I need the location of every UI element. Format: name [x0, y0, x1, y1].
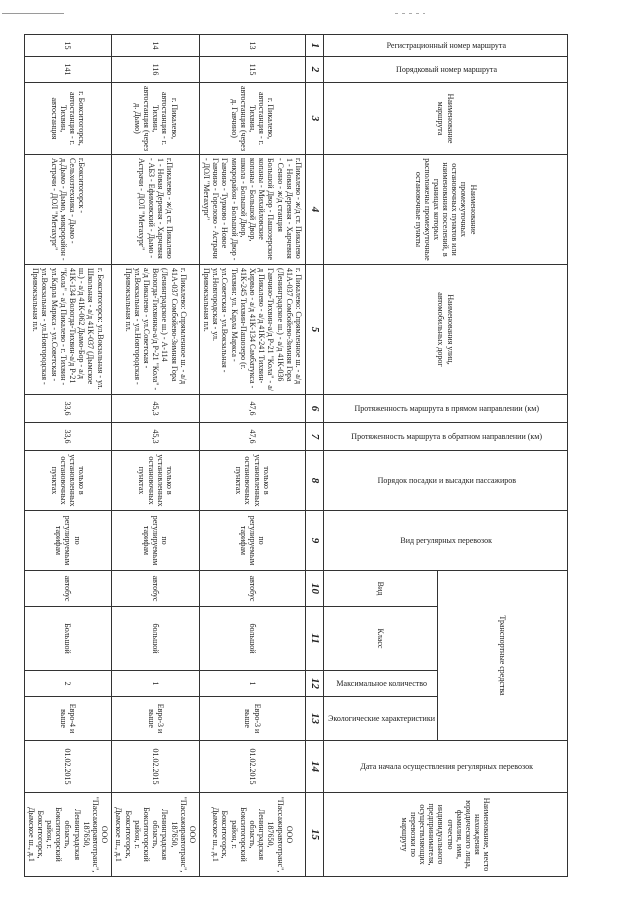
reg-number-cell: 14 [112, 35, 200, 57]
scan-artifact-line [2, 13, 64, 14]
vehicle-type-cell: автобус [199, 571, 305, 607]
header-route-name: Наименование маршрута [323, 83, 567, 155]
reg-number-cell: 15 [24, 35, 112, 57]
column-number: 15 [305, 793, 323, 877]
column-number: 12 [305, 671, 323, 697]
transport-kind-cell: по регулируемым тарифам [112, 511, 200, 571]
header-transport-kind: Вид регулярных перевозок [323, 511, 567, 571]
vehicle-eco-cell: Евро-3 и выше [199, 697, 305, 741]
route-registry-table [24, 34, 568, 877]
length-backward-cell: 45,3 [112, 423, 200, 451]
length-backward-cell: 33,6 [24, 423, 112, 451]
vehicle-class-cell: большой [112, 607, 200, 671]
header-vehicle-type: Вид [323, 571, 437, 607]
roads-cell: г. Пикалево: Спрямленное ш. - а/д 41А-037 Сомбойево-Зимняя Гора (Ленинградское ш.) - А-114 Вологда-Тихвинка-а/д Р-21 "Кола" - а/д Пикалево - ул.Советская - ул.Вокзальная - ул.Новгородская - Привокзальная пл. [112, 265, 200, 395]
vehicle-type-cell: автобус [112, 571, 200, 607]
column-number: 4 [305, 155, 323, 265]
column-number: 11 [305, 607, 323, 671]
vehicle-type-cell: автобус [24, 571, 112, 607]
start-date-cell: 01.02.2015 [24, 741, 112, 793]
stops-cell: г.Пикалево - ж/д ст. Пикалево 1 - Новая Деревня - Харчевня - АБЗ - Ефимовский - Дымо - Астрачи - ДОЛ "Метахург" [112, 155, 200, 265]
stops-cell: г.Пикалево - ж/д ст. Пикалево 1 - Новая Деревня - Харчевня - Сенно - ж/д станция Большой Двор - Пашозерские копаны - Михайловские копаны - Большой Двор, школа - Большой Двор, микрорайон - Большой Двор - Гавчино - Турково - Новое Гавчино - Горелово - Астрачи - ДОЛ "Метахург" [199, 155, 305, 265]
length-forward-cell: 47,6 [199, 395, 305, 423]
column-number: 14 [305, 741, 323, 793]
header-boarding-order: Порядок посадки и высадки пассажиров [323, 451, 567, 511]
table-row [112, 35, 200, 877]
header-order-number: Порядковый номер маршрута [323, 57, 567, 83]
column-number: 2 [305, 57, 323, 83]
route-name-cell: г. Пикалево, автостанция - г. Тихвин, автостанция (через д. Гавчино) [199, 83, 305, 155]
start-date-cell: 01.02.2015 [199, 741, 305, 793]
column-number: 6 [305, 395, 323, 423]
column-number: 13 [305, 697, 323, 741]
boarding-order-cell: только в установленных остановочных пунктах [199, 451, 305, 511]
vehicle-class-cell: большой [199, 607, 305, 671]
roads-cell: г. Пикалево: Спрямленное ш. - а/д 41А-037 Сомбойево-Зимняя Гора (Ленинградское ш.) - а/д 41К-036 Гавчино-Тихвин-а/д Р-21 "Кола" - а/д Пикалево - а/д 41К-241 Тихвин-Хирвью - а/д 41К-134 Самбатукса - 41К-245 Тихвин-Пашозеро (г. Тихвин: ул. Карла Маркса - ул.Советская - ул.Вокзальная - ул.Новгородская - ул. Привокзальная пл. [199, 265, 305, 395]
carrier-cell: ООО "Пассажиравтотранс", 187650, Ленинградская область, Бокситогорский район, г. Бокситогорск, Дымское ш., д.1 [112, 793, 200, 877]
column-number-row [305, 35, 323, 877]
header-vehicle-max: Максимальное количество [323, 671, 437, 697]
column-number: 7 [305, 423, 323, 451]
column-number: 9 [305, 511, 323, 571]
transport-kind-cell: по регулируемым тарифам [24, 511, 112, 571]
carrier-cell: ООО "Пассажиравтотранс", 187650, Ленинградская область, Бокситогорский район, г. Бокситогорск, Дымское ш., д.1 [24, 793, 112, 877]
vehicle-eco-cell: Евро-3 и выше [112, 697, 200, 741]
header-reg-number: Регистрационный номер маршрута [323, 35, 567, 57]
header-start-date: Дата начала осуществления регулярных перевозок [323, 741, 567, 793]
column-number: 3 [305, 83, 323, 155]
transport-kind-cell: по регулируемым тарифам [199, 511, 305, 571]
length-forward-cell: 33,6 [24, 395, 112, 423]
route-name-cell: г. Бокситогорск, автостанция - г. Тихвин, автостанция [24, 83, 112, 155]
boarding-order-cell: только в установленных остановочных пунктах [24, 451, 112, 511]
boarding-order-cell: только в установленных остановочных пунктах [112, 451, 200, 511]
header-carrier: Наименование, место нахождения юридического лица, фамилия, имя, отчество индивидуального предпринимателя, осуществляющих перевозки по маршруту [323, 793, 567, 877]
stops-cell: г.Бокситогорск - Сельхозтехника - Дымо - д.Дымо - Дымо, микрорайон - Астрачи - ДОЛ "Метахург" [24, 155, 112, 265]
order-number-cell: 115 [199, 57, 305, 83]
header-stops: Наименование промежуточных остановочных пунктов или наименования поселений, в границах которых расположены промежуточные остановочные пункты [323, 155, 567, 265]
route-name-cell: г. Пикалево, автостанция - г. Тихвин, автостанция (через д. Дымо) [112, 83, 200, 155]
order-number-cell: 141 [24, 57, 112, 83]
start-date-cell: 01.02.2015 [112, 741, 200, 793]
header-vehicle-eco: Экологические характеристики [323, 697, 437, 741]
header-row [438, 35, 568, 877]
table-row [24, 35, 112, 877]
header-vehicle-class: Класс [323, 607, 437, 671]
column-number: 8 [305, 451, 323, 511]
column-number: 10 [305, 571, 323, 607]
table-row [199, 35, 305, 877]
header-roads: Наименования улиц, автомобильных дорог [323, 265, 567, 395]
reg-number-cell: 13 [199, 35, 305, 57]
length-backward-cell: 47,6 [199, 423, 305, 451]
header-length-forward: Протяженность маршрута в прямом направлении (км) [323, 395, 567, 423]
scan-artifact-dash [395, 13, 425, 14]
column-number: 1 [305, 35, 323, 57]
vehicle-max-cell: 1 [112, 671, 200, 697]
vehicle-class-cell: Большой [24, 607, 112, 671]
header-transport-group: Транспортные средства [438, 571, 568, 741]
vehicle-max-cell: 2 [24, 671, 112, 697]
carrier-cell: ООО "Пассажиравтотранс", 187650, Ленинградская область, Бокситогорский район, г. Бокситогорск, Дымское ш., д.1 [199, 793, 305, 877]
length-forward-cell: 45,3 [112, 395, 200, 423]
column-number: 5 [305, 265, 323, 395]
route-registry-page [26, 34, 568, 876]
header-length-backward: Протяженность маршрута в обратном направлении (км) [323, 423, 567, 451]
roads-cell: г. Бокситогорск: ул.Вокзальная - ул. Школьная - а/д 41К-037 (Дымское ш.) - а/д 41К-062 Дымо-Бор - а/д 41К-134 Вологда-Тихвин-а/д Р-21 "Кола" - а/д Пикалево - г. Тихвин - ул.Карла Маркса - ул.Советская - ул.Вокзальная - ул.Новгородская - Привокзальная пл. [24, 265, 112, 395]
vehicle-max-cell: 1 [199, 671, 305, 697]
vehicle-eco-cell: Евро-4 и выше [24, 697, 112, 741]
order-number-cell: 116 [112, 57, 200, 83]
